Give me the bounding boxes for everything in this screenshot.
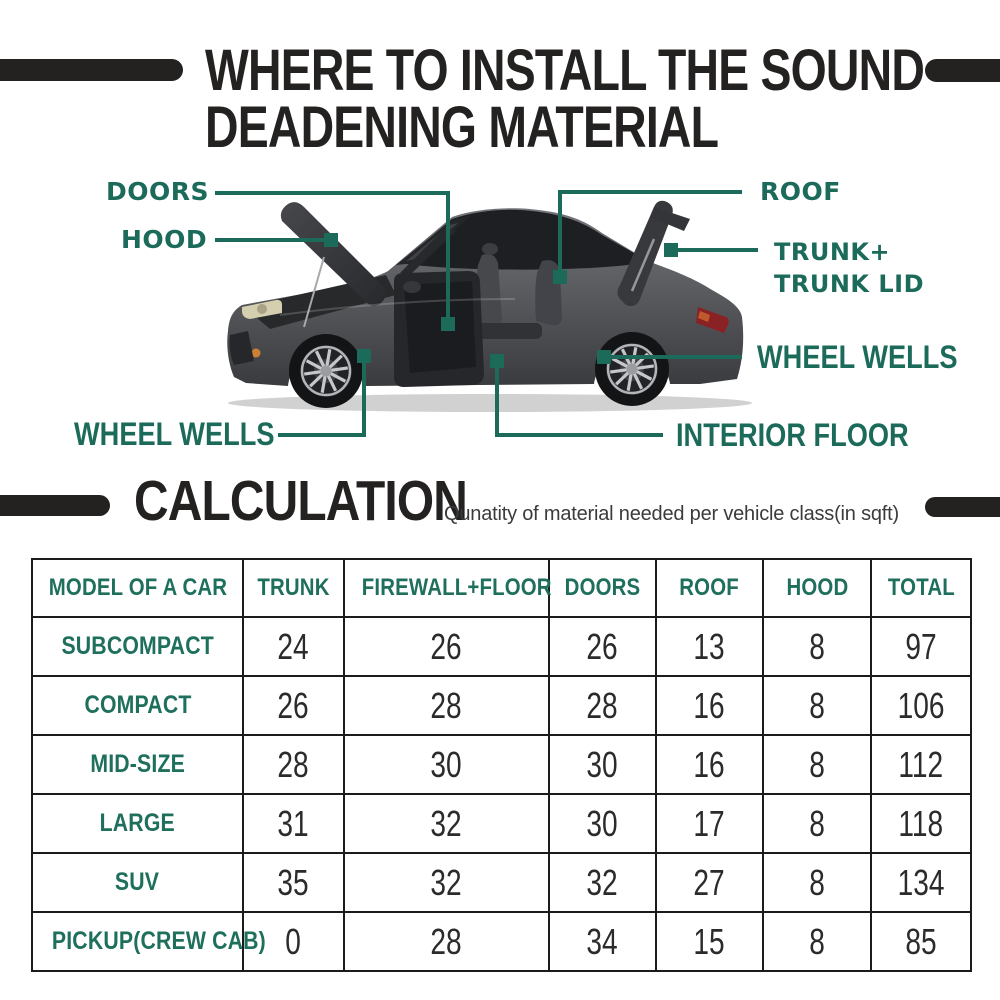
cell-value: 28	[277, 743, 310, 785]
cell-value: 30	[586, 743, 619, 785]
table-cell	[243, 617, 344, 676]
table-header-cell	[656, 559, 763, 617]
table-header-cell	[344, 559, 552, 617]
cell-value: 0	[285, 920, 302, 962]
cell-value: 32	[430, 861, 463, 903]
table-header-row	[32, 559, 971, 617]
table-cell	[871, 794, 971, 853]
calc-heading: CALCULATION	[134, 469, 467, 533]
cell-value: 30	[430, 743, 463, 785]
cell-value: 112	[898, 743, 944, 785]
model-label: SUBCOMPACT	[61, 632, 214, 660]
model-label: LARGE	[99, 809, 176, 837]
cell-value: 26	[586, 625, 619, 667]
model-cell	[32, 735, 243, 794]
cell-value: 8	[809, 625, 825, 667]
page-title-line2: DEADENING MATERIAL	[205, 95, 719, 160]
table-cell	[763, 853, 871, 912]
table-cell	[763, 617, 871, 676]
table-cell	[243, 794, 344, 853]
calc-bar-left	[0, 495, 110, 516]
roof-marker	[553, 270, 567, 284]
cell-value: 13	[693, 625, 726, 667]
header-total: TOTAL	[887, 574, 955, 601]
cell-value: 134	[897, 861, 945, 903]
cell-value: 28	[586, 684, 619, 726]
model-cell	[32, 617, 243, 676]
doors-leader-line	[215, 193, 448, 320]
cell-value: 118	[898, 802, 944, 844]
page-title	[205, 38, 925, 160]
cell-value: 28	[430, 920, 463, 962]
wheel-wells-right-marker	[597, 350, 611, 364]
label-trunk-line1: TRUNK+	[774, 238, 891, 266]
wheel-wells-left-leader-line	[278, 363, 364, 435]
label-hood: HOOD	[121, 225, 208, 254]
cell-value: 8	[809, 802, 825, 844]
table-cell	[344, 912, 549, 971]
cell-value: 8	[809, 861, 825, 903]
page-title-line1: WHERE TO INSTALL THE SOUND	[205, 38, 925, 103]
table-cell	[344, 617, 549, 676]
cell-value: 32	[430, 802, 463, 844]
table-row	[32, 617, 971, 676]
interior-floor-leader-line	[497, 368, 663, 435]
cell-value: 8	[809, 743, 825, 785]
model-label: MID-SIZE	[90, 750, 185, 778]
label-wheel-wells-left: WHEEL WELLS	[74, 416, 275, 452]
calc-bar-right	[925, 497, 1000, 517]
table-cell	[763, 676, 871, 735]
cell-value: 16	[693, 684, 726, 726]
model-cell	[32, 676, 243, 735]
table-header-cell	[243, 559, 344, 617]
table-row	[32, 676, 971, 735]
cell-value: 35	[277, 861, 310, 903]
table-cell	[344, 853, 549, 912]
table-cell	[549, 617, 656, 676]
table-row	[32, 794, 971, 853]
interior-floor-marker	[490, 354, 504, 368]
cell-value: 16	[693, 743, 726, 785]
model-label: SUV	[115, 868, 160, 896]
model-cell	[32, 912, 266, 971]
table-cell	[871, 617, 971, 676]
label-doors: DOORS	[106, 177, 210, 206]
table-cell	[243, 676, 344, 735]
table-cell	[344, 676, 549, 735]
table-cell	[871, 853, 971, 912]
model-cell	[32, 794, 243, 853]
cell-value: 34	[586, 920, 619, 962]
wheel-wells-left-marker	[357, 349, 371, 363]
trunk-marker	[664, 243, 678, 257]
label-roof: ROOF	[760, 177, 841, 206]
cell-value: 85	[905, 920, 937, 962]
table-cell	[656, 853, 763, 912]
cell-value: 8	[809, 920, 825, 962]
table-header-cell	[32, 559, 243, 617]
table-header-cell	[763, 559, 871, 617]
table-cell	[549, 794, 656, 853]
table-cell	[656, 794, 763, 853]
cell-value: 32	[586, 861, 619, 903]
table-cell	[344, 794, 549, 853]
materials-table	[31, 558, 972, 972]
cell-value: 97	[905, 625, 937, 667]
table-cell	[549, 912, 656, 971]
cell-value: 30	[586, 802, 619, 844]
cell-value: 8	[809, 684, 825, 726]
table-cell	[763, 735, 871, 794]
label-wheel-wells-right: WHEEL WELLS	[757, 339, 958, 375]
header-hood: HOOD	[786, 574, 848, 601]
roof-leader-line	[560, 192, 742, 272]
table-row	[32, 912, 971, 971]
table-cell	[549, 676, 656, 735]
cell-value: 17	[693, 802, 726, 844]
table-header-cell	[549, 559, 656, 617]
calc-subtitle: Qunatity of material needed per vehicle class(in sqft)	[444, 503, 899, 525]
header-trunk: TRUNK	[257, 574, 330, 601]
table-cell	[763, 912, 871, 971]
table-header-cell	[871, 559, 971, 617]
cell-value: 15	[693, 920, 726, 962]
label-trunk-line2: TRUNK LID	[774, 270, 925, 298]
table-cell	[871, 676, 971, 735]
table-cell	[871, 912, 971, 971]
model-label: COMPACT	[83, 691, 192, 719]
table-cell	[656, 912, 763, 971]
model-label: PICKUP(CREW CAB)	[51, 927, 266, 955]
table-row	[32, 853, 971, 912]
table-cell	[871, 735, 971, 794]
hood-marker	[324, 233, 338, 247]
table-cell	[243, 853, 344, 912]
title-bar-left	[0, 59, 183, 81]
label-interior-floor: INTERIOR FLOOR	[676, 417, 909, 453]
cell-value: 24	[277, 625, 310, 667]
cell-value: 28	[430, 684, 463, 726]
cell-value: 26	[277, 684, 310, 726]
header-model: MODEL OF A CAR	[48, 574, 228, 601]
cell-value: 26	[430, 625, 463, 667]
table-cell	[763, 794, 871, 853]
table-cell	[656, 735, 763, 794]
header-roof: ROOF	[679, 574, 740, 601]
table-cell	[344, 735, 549, 794]
table-cell	[549, 735, 656, 794]
cell-value: 106	[897, 684, 945, 726]
table-cell	[243, 735, 344, 794]
table-row	[32, 735, 971, 794]
table-cell	[549, 853, 656, 912]
cell-value: 31	[277, 802, 310, 844]
header-doors: DOORS	[564, 574, 641, 601]
title-bar-right	[925, 59, 1000, 82]
doors-marker	[441, 317, 455, 331]
table-cell	[656, 676, 763, 735]
label-trunk	[774, 236, 924, 300]
cell-value: 27	[693, 861, 726, 903]
model-cell	[32, 853, 243, 912]
header-firewall-floor: FIREWALL+FLOOR	[361, 574, 552, 601]
table-cell	[656, 617, 763, 676]
